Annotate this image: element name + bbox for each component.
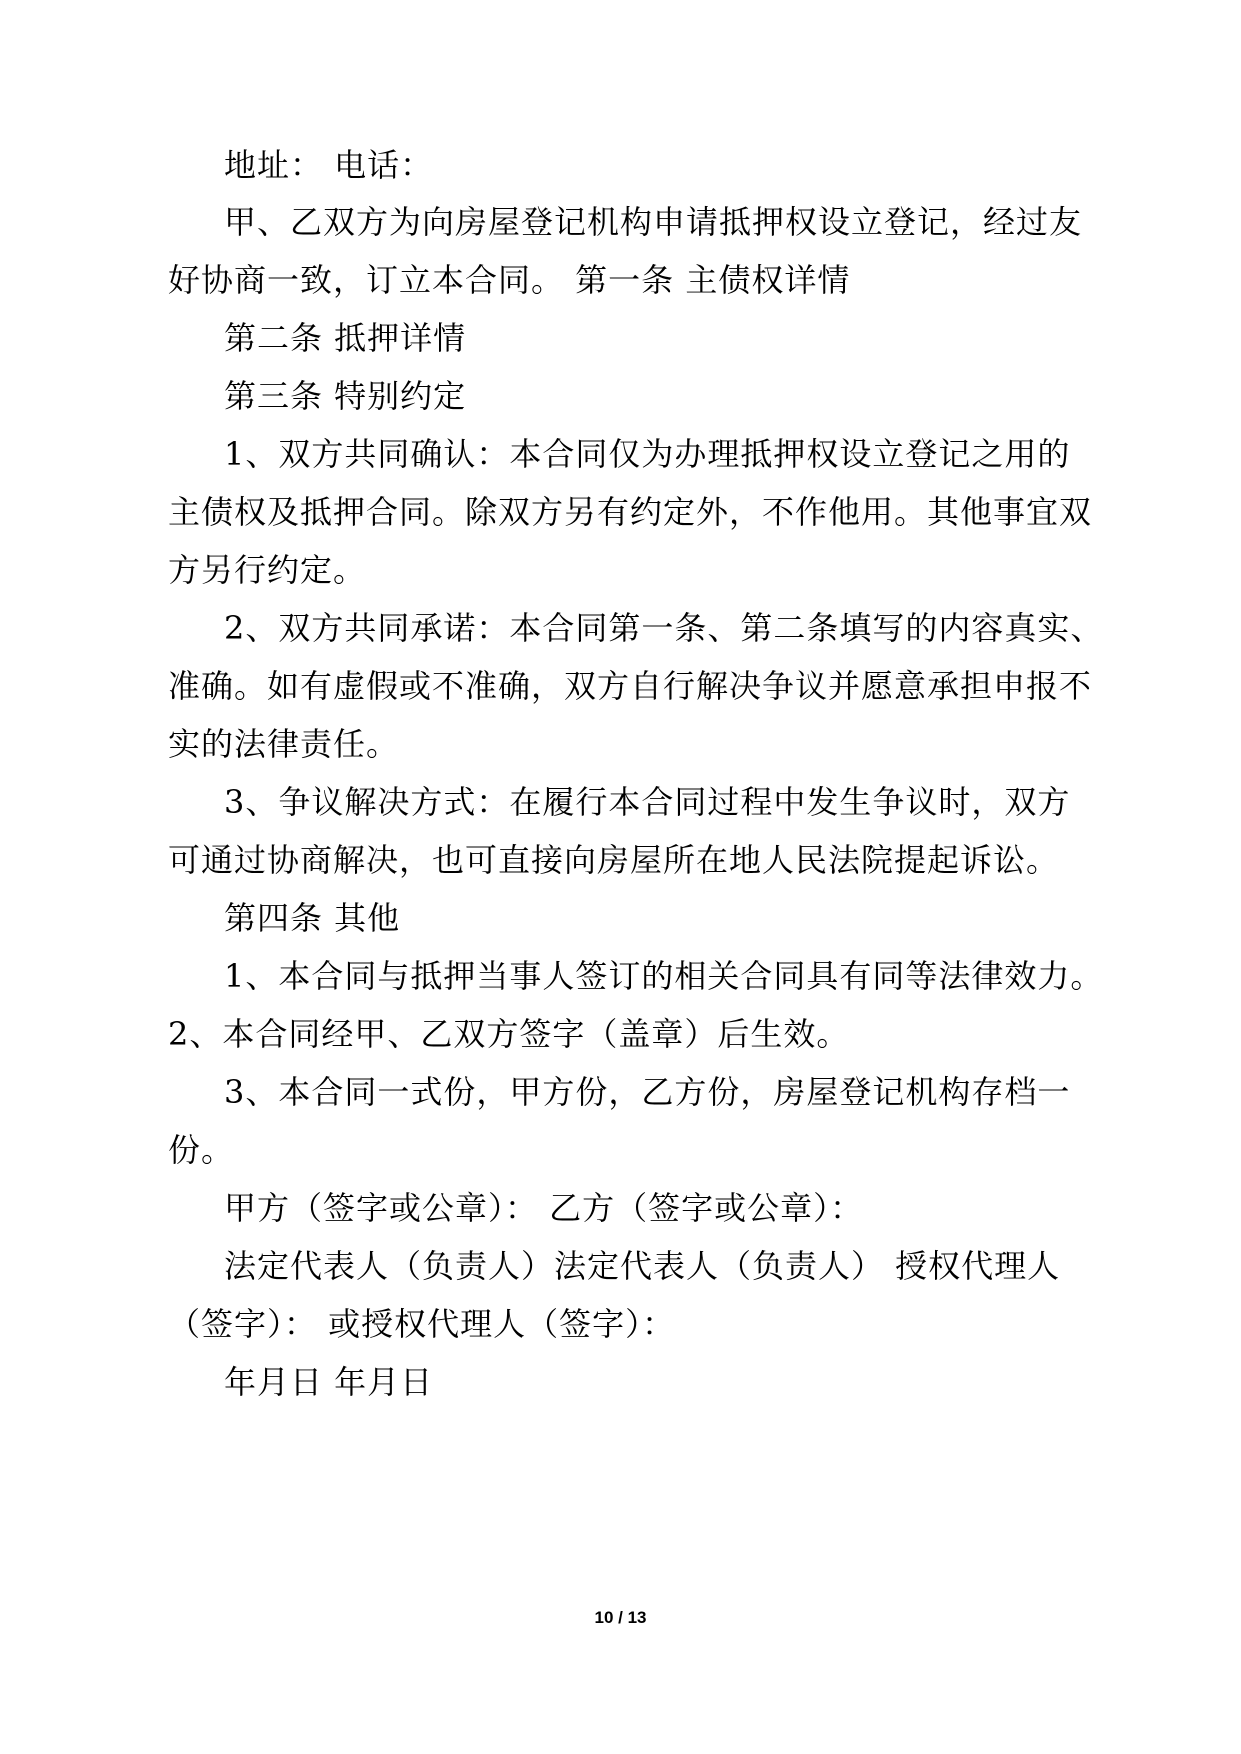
date-line: 年月日 年月日 bbox=[224, 1363, 434, 1401]
clause-4-3-line-1: 3、本合同一式份，甲方份，乙方份，房屋登记机构存档一 bbox=[224, 1073, 1071, 1111]
address-phone-line: 地址： 电话： bbox=[224, 146, 434, 184]
clause-3-1-line-1: 1、双方共同确认：本合同仅为办理抵押权设立登记之用的 bbox=[224, 435, 1071, 473]
clause-3-2-line-3: 实的法律责任。 bbox=[168, 725, 400, 763]
article-4-heading: 第四条 其他 bbox=[224, 899, 401, 937]
legal-representative-line-1: 法定代表人（负责人）法定代表人（负责人） 授权代理人 bbox=[224, 1247, 1061, 1285]
clause-3-3-line-1: 3、争议解决方式：在履行本合同过程中发生争议时，双方 bbox=[224, 783, 1071, 821]
clause-4-2: 2、本合同经甲、乙双方签字（盖章）后生效。 bbox=[168, 1015, 850, 1053]
article-3-heading: 第三条 特别约定 bbox=[224, 377, 467, 415]
clause-3-1-line-3: 方另行约定。 bbox=[168, 551, 367, 589]
clause-3-2-line-1: 2、双方共同承诺：本合同第一条、第二条填写的内容真实、 bbox=[224, 609, 1104, 647]
article-2-heading: 第二条 抵押详情 bbox=[224, 319, 467, 357]
clause-3-3-line-2: 可通过协商解决，也可直接向房屋所在地人民法院提起诉讼。 bbox=[168, 841, 1060, 879]
clause-3-1-line-2: 主债权及抵押合同。除双方另有约定外，不作他用。其他事宜双 bbox=[168, 493, 1093, 531]
clause-4-1: 1、本合同与抵押当事人签订的相关合同具有同等法律效力。 bbox=[224, 957, 1104, 995]
signature-party-line: 甲方（签字或公章）： 乙方（签字或公章）： bbox=[224, 1189, 864, 1227]
clause-4-3-line-2: 份。 bbox=[168, 1131, 235, 1169]
clause-3-2-line-2: 准确。如有虚假或不准确，双方自行解决争议并愿意承担申报不 bbox=[168, 667, 1093, 705]
intro-paragraph-line-2: 好协商一致，订立本合同。 第一条 主债权详情 bbox=[168, 261, 851, 299]
legal-representative-line-2: （签字）： 或授权代理人（签字）： bbox=[168, 1305, 676, 1343]
page-number: 10 / 13 bbox=[594, 1608, 647, 1627]
intro-paragraph-line-1: 甲、乙双方为向房屋登记机构申请抵押权设立登记，经过友 bbox=[224, 203, 1083, 241]
